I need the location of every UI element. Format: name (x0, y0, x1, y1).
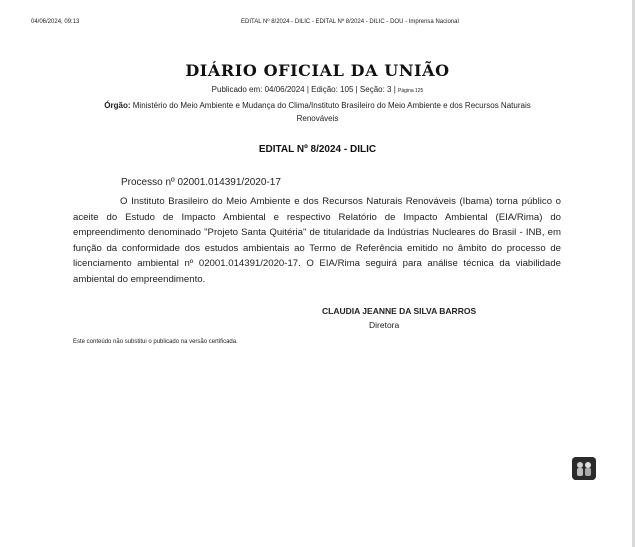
print-doc-title: EDITAL Nº 8/2024 - DILIC - EDITAL Nº 8/2024 - DILIC - DOU - Imprensa Nacional (241, 19, 459, 25)
orgao-label: Órgão: (104, 101, 131, 110)
signer-name: CLAUDIA JEANNE DA SILVA BARROS (322, 306, 477, 316)
body-paragraph (73, 194, 561, 288)
orgao-text: Ministério do Meio Ambiente e Mudança do Clima/Instituto Brasileiro do Meio Ambiente e dos Recursos Naturais Renováveis (132, 101, 531, 123)
processo-number: Processo nº 02001.014391/2020-17 (121, 177, 281, 188)
publication-page: Página 125 (398, 88, 424, 94)
print-datetime: 04/06/2024, 09:13 (31, 19, 80, 25)
body-text: O Instituto Brasileiro do Meio Ambiente e dos Recursos Naturais Renováveis (Ibama) torna público o aceite do Estudo de Impacto Ambiental e respectivo Relatório de Impacto Ambiental (EIA/Rima) do empreendimento denominado "Projeto Santa Quitéria" de titularidade da Indústrias Nucleares do Brasil - INB, em função da conformidade dos estudos ambientais ao Termo de Referência emitido no âmbito do processo de licenciamento ambiental nº 02001.014391/2020-17. O EIA/Rima seguirá para análise técnica da viabilidade ambiental do empreendimento. (73, 196, 561, 285)
page-thumbnail-icon[interactable] (572, 457, 596, 480)
publication-info (0, 85, 635, 94)
disclaimer-note: Este conteúdo não substitui o publicado na versão certificada. (73, 339, 238, 345)
edital-heading: EDITAL Nº 8/2024 - DILIC (258, 144, 377, 155)
thumbnail-image-icon (572, 457, 596, 480)
signer-role: Diretora (369, 320, 400, 330)
orgao-line (90, 99, 545, 125)
page-title: DIÁRIO OFICIAL DA UNIÃO (185, 61, 450, 80)
publication-details: Publicado em: 04/06/2024 | Edição: 105 | Seção: 3 | (211, 85, 396, 94)
